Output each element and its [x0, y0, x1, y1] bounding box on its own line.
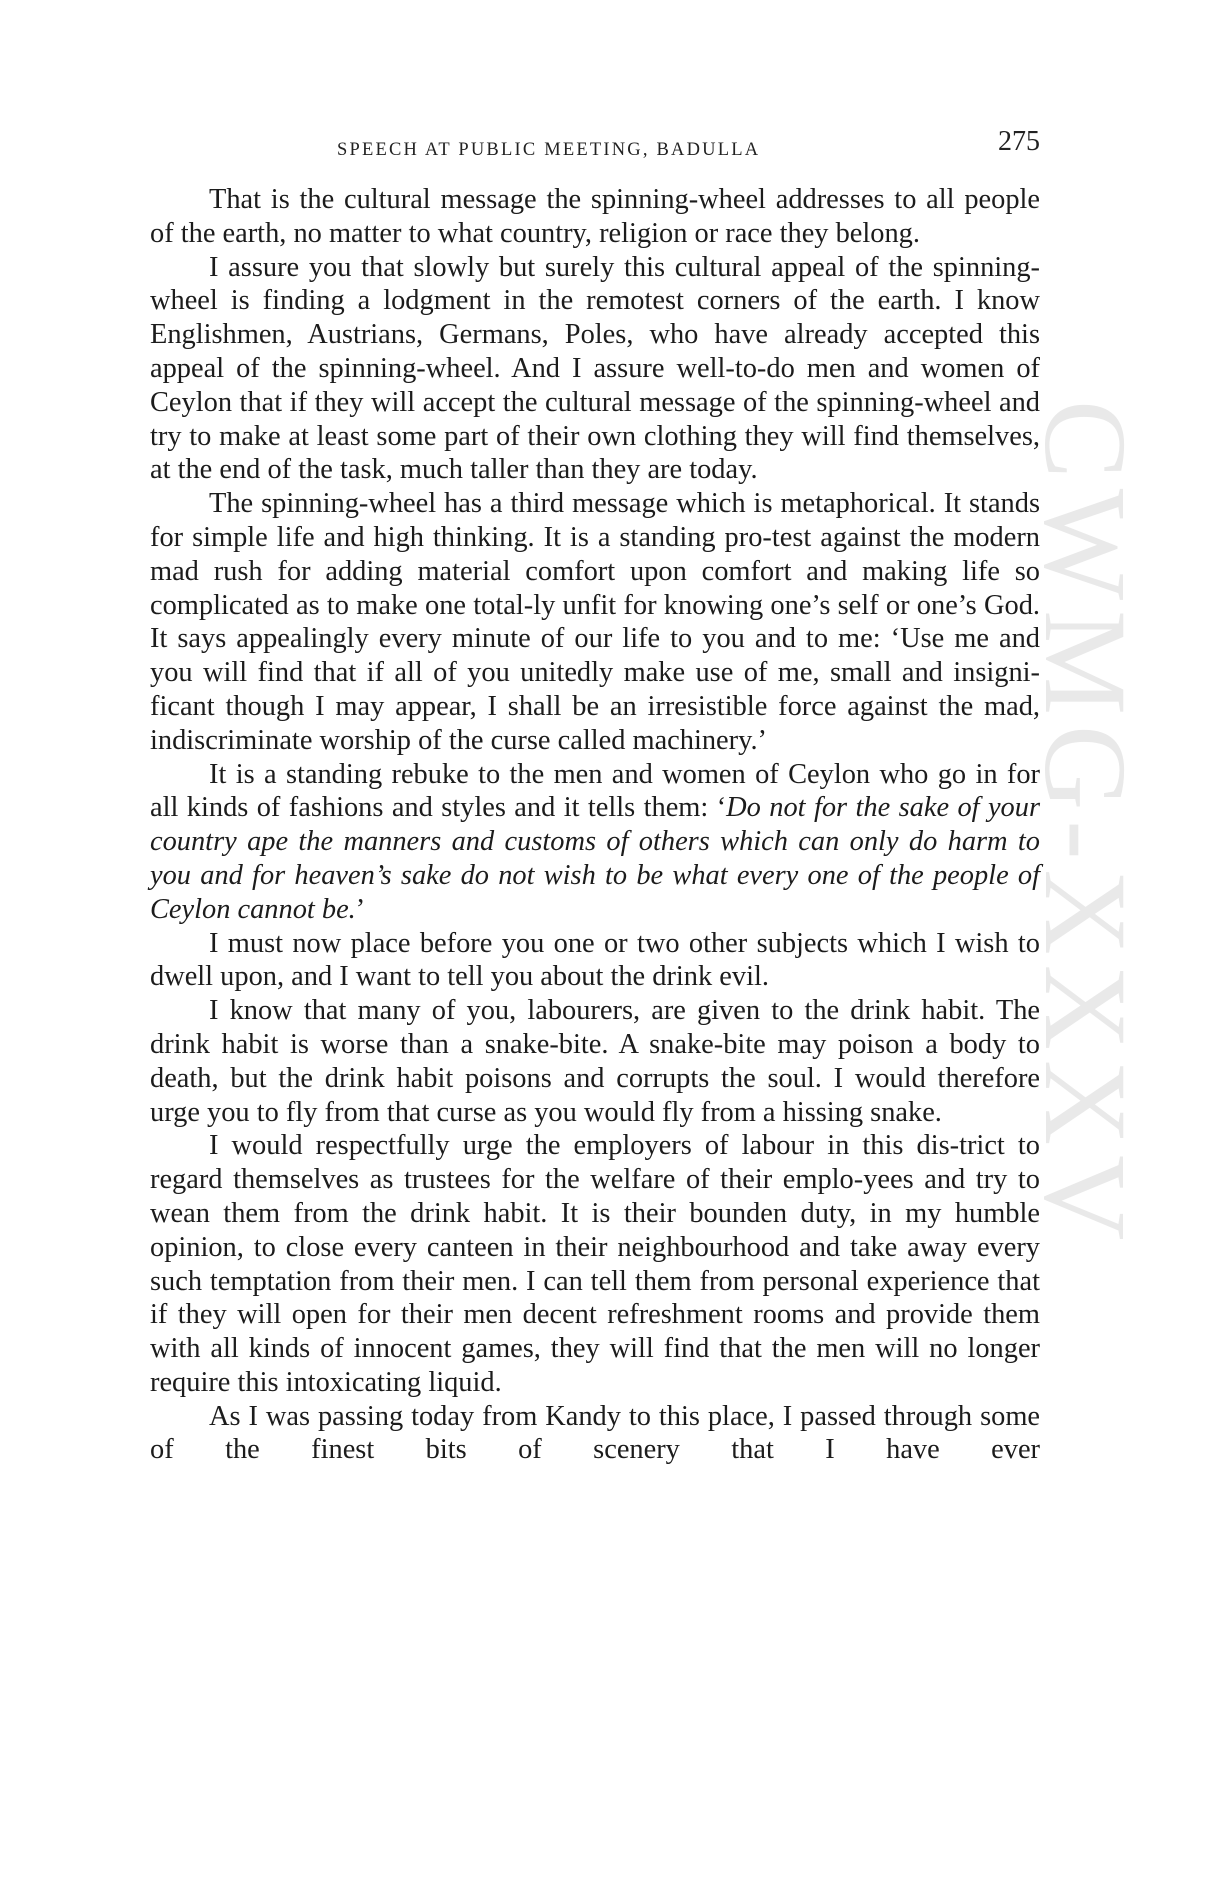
watermark: CWMG-XXXV [1020, 400, 1151, 1251]
page-number: 275 [998, 126, 1040, 157]
paragraph-5: I must now place before you one or two other subjects which I wish to dwell upon, and I want to tell you about the drink evil. [150, 927, 1040, 993]
page [150, 126, 1040, 1467]
paragraph-2: I assure you that slowly but surely this cultural appeal of the spinning-wheel is finding a lodgment in the remotest corners of the earth. I know Englishmen, Austrians, Germans, Poles, who have already accepted this appeal of the spinning-wheel. And I assure well-to-do men and women of Ceylon that if they will accept the cultural message of the spinning-wheel and try to make at least some part of their own clothing they will find themselves, at the end of the task, much taller than they are today. [150, 251, 1040, 486]
paragraph-4-close: ’ [355, 893, 366, 925]
paragraph-8: As I was passing today from Kandy to this place, I passed through some of the finest bits of scenery that I have ever [150, 1400, 1040, 1466]
paragraph-1: That is the cultural message the spinning-wheel addresses to all people of the earth, no matter to what country, religion or race they belong. [150, 184, 1040, 249]
paragraph-4-quote: Do not for the sake of your country ape the manners and customs of others which can only do harm to you and for heaven’s sake do not wish to be what every one of the people of Ceylon cannot be. [150, 792, 1040, 925]
paragraph-7: I would respectfully urge the employers of labour in this dis-trict to regard themselves as trustees for the welfare of their emplo-yees and try to wean them from the drink habit. It is their bounden duty, in my humble opinion, to close every canteen in their neighbourhood and take away every such temptation from their men. I can tell them from personal experience that if they will open for their men decent refreshment rooms and provide them with all kinds of innocent games, they will find that the men will no longer require this intoxicating liquid. [150, 1130, 1040, 1398]
running-head: SPEECH AT PUBLIC MEETING, BADULLA [337, 140, 761, 160]
paragraph-4 [150, 758, 1040, 927]
paragraph-3: The spinning-wheel has a third message which is metaphorical. It stands for simple life and high thinking. It is a standing pro-test against the modern mad rush for adding material comfort upon comfort and making life so complicated as to make one total-ly unfit for knowing one’s self or one’s God. It says appealingly every minute of our life to you and to me: ‘Use me and you will find that if all of you unitedly make use of me, small and insigni-ficant though I may appear, I shall be an irresistible force against the mad, indiscriminate worship of the curse called machinery.’ [150, 488, 1040, 756]
body-text [150, 183, 1040, 1467]
page-header [150, 126, 1040, 166]
paragraph-6: I know that many of you, labourers, are given to the drink habit. The drink habit is worse than a snake-bite. A snake-bite may poison a body to death, but the drink habit poisons and corrupts the soul. I would therefore urge you to fly from that curse as you would fly from a hissing snake. [150, 995, 1040, 1128]
paragraph-4-lead: It is a standing rebuke to the men and women of Ceylon who go in for all kinds of fashions and styles and it tells them: ‘ [150, 758, 1040, 824]
